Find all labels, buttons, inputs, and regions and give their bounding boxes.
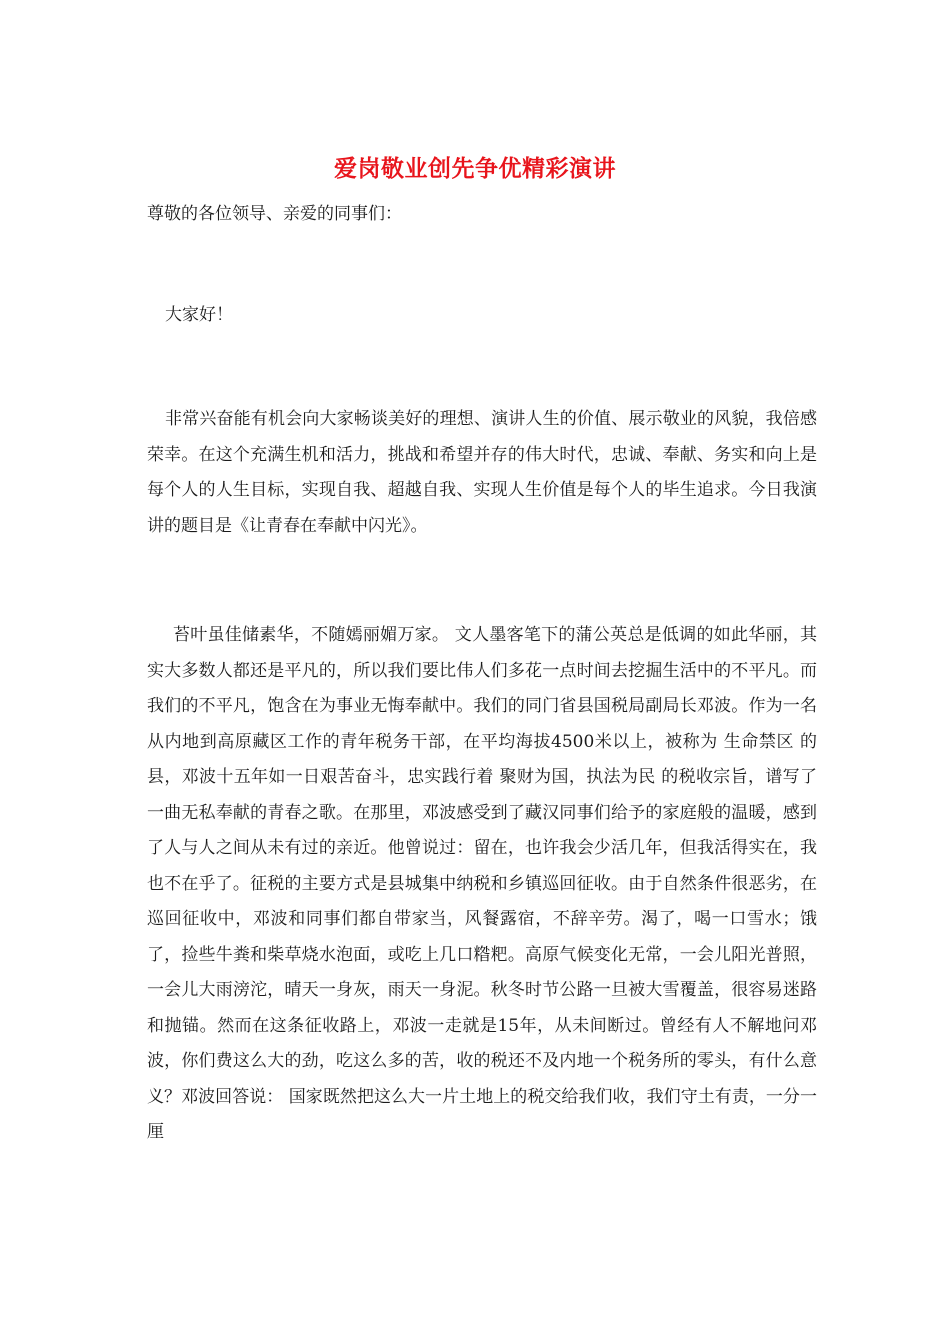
body-paragraph: 非常兴奋能有机会向大家畅谈美好的理想、演讲人生的价值、展示敬业的风貌，我倍感荣幸。在这个充满生机和活力，挑战和希望并存的伟大时代，忠诚、奉献、务实和向上是每个人的人生目标，实现自我、超越自我、实现人生价值是每个人的毕生追求。今日我演讲的题目是《让青春在奉献中闪光》。: [147, 409, 817, 536]
greeting-text: 大家好！: [165, 305, 233, 325]
salutation-text: 尊敬的各位领导、亲爱的同事们：: [147, 204, 402, 224]
document-title: 爱岗敬业创先争优精彩演讲: [334, 155, 616, 182]
body-paragraph: 苔叶虽佳储素华，不随嫣丽媚万家。 文人墨客笔下的蒲公英总是低调的如此华丽，其实大多数人都还是平凡的，所以我们要比伟人们多花一点时间去挖掘生活中的不平凡。而我们的不平凡，饱含在为事业无悔奉献中。我们的同门省县国税局副局长邓波。作为一名从内地到高原藏区工作的青年税务干部，在平均海拔4500米以上，被称为 生命禁区 的县，邓波十五年如一日艰苦奋斗，忠实践行着 聚财为国，执法为民 的税收宗旨，谱写了一曲无私奉献的青春之歌。在那里，邓波感受到了藏汉同事们给予的家庭般的温暖，感到了人与人之间从未有过的亲近。他曾说过：留在，也许我会少活几年，但我活得实在，我也不在乎了。征税的主要方式是县城集中纳税和乡镇巡回征收。由于自然条件很恶劣，在巡回征收中，邓波和同事们都自带家当，风餐露宿，不辞辛劳。渴了，喝一口雪水；饿了，捡些牛粪和柴草烧水泡面，或吃上几口糌粑。高原气候变化无常，一会儿阳光普照，一会儿大雨滂沱，晴天一身灰，雨天一身泥。秋冬时节公路一旦被大雪覆盖，很容易迷路和抛锚。然而在这条征收路上，邓波一走就是15年，从未间断过。曾经有人不解地问邓波，你们费这么大的劲，吃这么多的苦，收的税还不及内地一个税务所的零头，有什么意义？邓波回答说： 国家既然把这么大一片土地上的税交给我们收，我们守土有责，一分一厘: [147, 625, 817, 1142]
